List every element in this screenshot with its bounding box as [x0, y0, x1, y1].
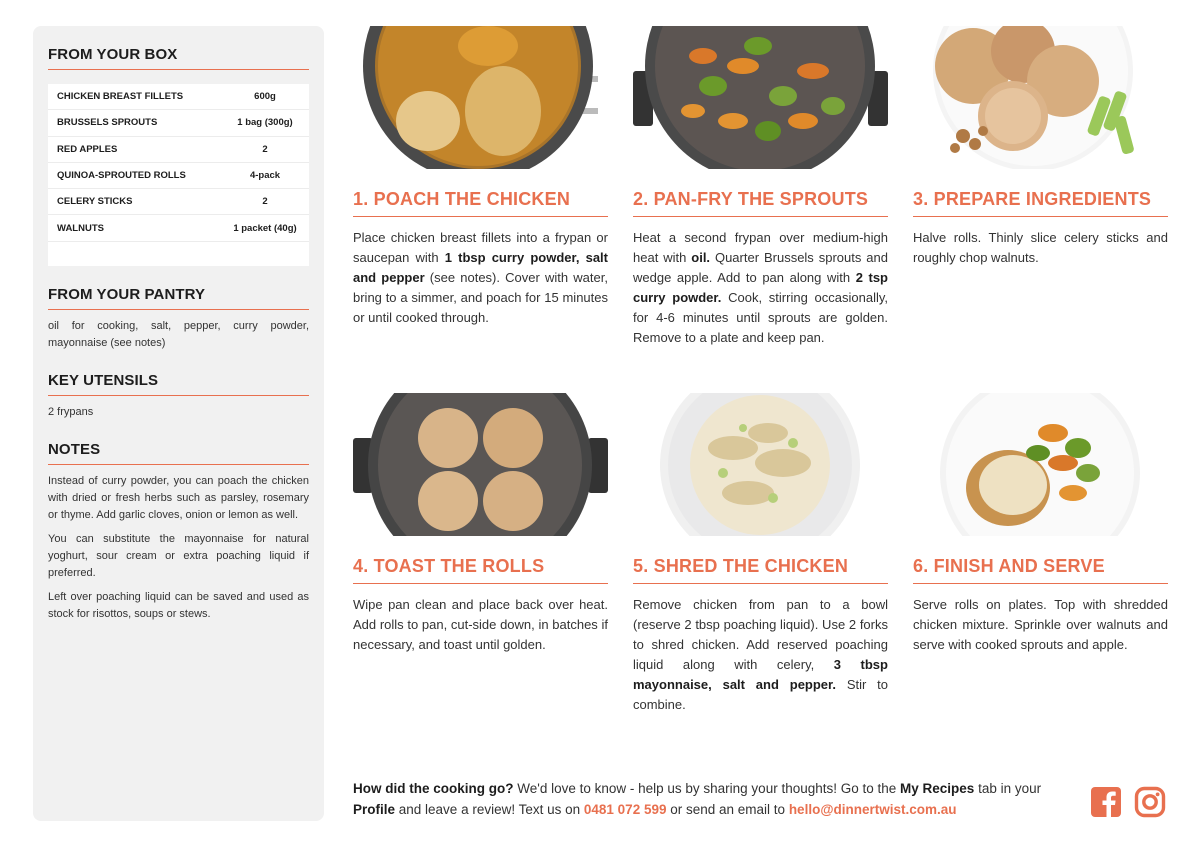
- step-1: [353, 26, 608, 328]
- step-2-photo: [633, 26, 888, 169]
- instruction-text: Remove chicken from pan to a bowl (reserve 2 tbsp poaching liquid). Use 2 forks to shred chicken. Add reserved poaching liquid along with celery,: [633, 597, 888, 672]
- step-title: 3. PREPARE INGREDIENTS: [913, 189, 1168, 217]
- step-5-photo: [633, 393, 888, 536]
- instruction-text: Serve rolls on plates. Top with shredded chicken mixture. Sprinkle over walnuts and serve with cooked sprouts and apple.: [913, 597, 1168, 652]
- feedback-question: How did the cooking go?: [353, 781, 514, 796]
- step-6-photo: [913, 393, 1168, 536]
- ingredient-name: RED APPLES: [57, 143, 118, 155]
- note-paragraph: Instead of curry powder, you can poach the chicken with dried or fresh herbs such as parsley, rosemary or thyme. Add garlic cloves, onion or lemon as well.: [48, 475, 309, 521]
- instruction-text: Place chicken breast fillets into a frypan or saucepan with: [353, 230, 608, 265]
- instruction-text: Halve rolls. Thinly slice celery sticks and roughly chop walnuts.: [913, 230, 1168, 265]
- step-text: [913, 228, 1168, 268]
- step-3-photo: [913, 26, 1168, 169]
- notes-heading: NOTES: [48, 441, 309, 465]
- step-5: [633, 393, 888, 715]
- phone-link[interactable]: 0481 072 599: [583, 802, 667, 817]
- table-row: [48, 137, 309, 163]
- from-your-box-heading: FROM YOUR BOX: [48, 46, 309, 70]
- feedback-footer: [353, 778, 1073, 820]
- step-4-photo: [353, 393, 608, 536]
- ingredient-name: BRUSSELS SPROUTS: [57, 117, 158, 129]
- footer-text: and leave a review! Text us on: [395, 802, 584, 817]
- notes-text: [48, 473, 309, 623]
- step-title: 2. PAN-FRY THE SPROUTS: [633, 189, 888, 217]
- table-row: [48, 215, 309, 241]
- step-4: [353, 393, 608, 655]
- footer-text: We'd love to know - help us by sharing your thoughts! Go to the: [513, 781, 901, 796]
- step-title: 5. SHRED THE CHICKEN: [633, 556, 888, 584]
- ingredient-name: QUINOA-SPROUTED ROLLS: [57, 170, 186, 182]
- ingredient-qty: 600g: [254, 91, 276, 103]
- utensils-section: [48, 372, 309, 421]
- ingredient-qty: 1 packet (40g): [233, 222, 297, 234]
- table-row: [48, 163, 309, 189]
- bold-ingredient: 3 tbsp mayonnaise, salt and pepper.: [633, 657, 888, 692]
- table-row: [48, 189, 309, 215]
- step-text: [353, 595, 608, 655]
- bold-ingredient: oil.: [691, 250, 711, 265]
- facebook-icon[interactable]: [1090, 786, 1122, 818]
- footer-text: tab in your: [974, 781, 1042, 796]
- instruction-text: (see notes). Cover with water, bring to a simmer, and poach for 15 minutes or until cooked through.: [353, 270, 608, 325]
- step-1-photo: [353, 26, 608, 169]
- step-text: [353, 228, 608, 328]
- ingredients-sidebar: [33, 26, 324, 821]
- note-paragraph: You can substitute the mayonnaise for natural yoghurt, sour cream or extra poaching liquid if preferred.: [48, 533, 309, 579]
- instruction-text: Quarter Brussels sprouts and wedge apple. Add to pan along with: [633, 250, 888, 285]
- step-text: [913, 595, 1168, 655]
- table-row: [48, 84, 309, 110]
- instruction-text: Cook, stirring occasionally, for 4-6 minutes until sprouts are golden. Remove to a plate and keep pan.: [633, 290, 889, 345]
- from-your-pantry-heading: FROM YOUR PANTRY: [48, 286, 309, 310]
- instagram-icon[interactable]: [1134, 786, 1166, 818]
- step-3: [913, 26, 1168, 268]
- ingredient-qty: 2: [262, 196, 268, 208]
- step-6: [913, 393, 1168, 655]
- step-text: [633, 228, 888, 348]
- ingredient-name: CHICKEN BREAST FILLETS: [57, 91, 184, 103]
- ingredient-name: CELERY STICKS: [57, 196, 133, 208]
- ingredient-qty: 2: [262, 143, 268, 155]
- bold-ingredient: 1 tbsp curry powder, salt and pepper: [353, 250, 608, 285]
- instruction-text: Wipe pan clean and place back over heat. Add rolls to pan, cut-side down, in batches if necessary, and toast until golden.: [353, 597, 608, 652]
- ingredient-qty: 1 bag (300g): [237, 117, 293, 129]
- pantry-text: oil for cooking, salt, pepper, curry powder, mayonnaise (see notes): [48, 320, 309, 349]
- ingredient-name: WALNUTS: [57, 222, 104, 234]
- step-text: [633, 595, 888, 715]
- instruction-text: Stir to combine.: [633, 677, 888, 712]
- table-row: [48, 110, 309, 136]
- pantry-section: [48, 286, 309, 352]
- note-paragraph: Left over poaching liquid can be saved and used as stock for risottos, soups or stews.: [48, 591, 309, 620]
- instruction-text: Heat a second frypan over medium-high heat with: [633, 230, 888, 265]
- step-title: 6. FINISH AND SERVE: [913, 556, 1168, 584]
- footer-text: or send an email to: [666, 802, 789, 817]
- utensils-text: 2 frypans: [48, 406, 94, 418]
- step-title: 1. POACH THE CHICKEN: [353, 189, 608, 217]
- my-recipes-link[interactable]: My Recipes: [900, 781, 975, 796]
- key-utensils-heading: KEY UTENSILS: [48, 372, 309, 396]
- profile-link[interactable]: Profile: [353, 802, 396, 817]
- bold-ingredient: 2 tsp curry powder.: [633, 270, 888, 305]
- notes-section: [48, 441, 309, 623]
- email-link[interactable]: hello@dinnertwist.com.au: [788, 802, 957, 817]
- step-2: [633, 26, 888, 348]
- box-ingredients-table: [48, 84, 309, 266]
- step-title: 4. TOAST THE ROLLS: [353, 556, 608, 584]
- ingredient-qty: 4-pack: [249, 170, 281, 182]
